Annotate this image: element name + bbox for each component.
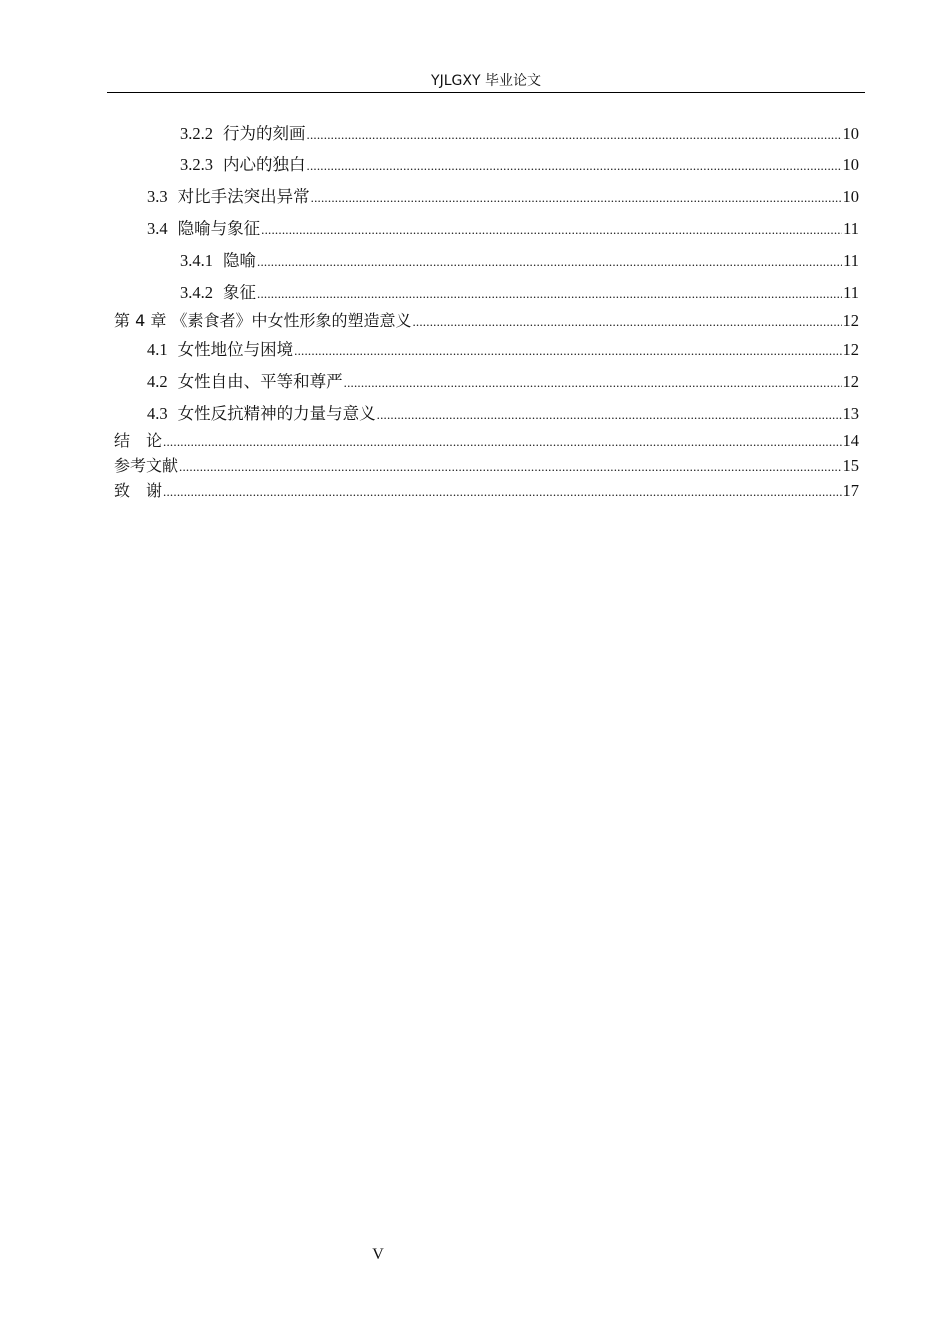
toc-entry-title: 隐喻 (223, 251, 256, 270)
toc-entry-3-4[interactable] (0, 215, 859, 239)
toc-entry-3-3[interactable] (0, 183, 859, 207)
toc-entry-title: 行为的刻画 (223, 124, 306, 143)
toc-entry-title: 致 谢 (114, 481, 163, 500)
page-header-title: YJLGXY 毕业论文 (431, 73, 541, 89)
header-rule (107, 92, 865, 93)
toc-entry-number: 3.4 (147, 219, 168, 238)
toc-entry-page: 17 (842, 481, 859, 500)
toc-entry-number: 3.2.2 (180, 124, 213, 143)
toc-leader-dots (257, 254, 842, 270)
toc-entry-title: 象征 (223, 283, 256, 302)
toc-leader-dots (412, 314, 841, 330)
toc-entry-4-3[interactable] (0, 400, 859, 424)
toc-entry-page: 11 (843, 219, 859, 238)
toc-entry-title: 女性自由、平等和尊严 (177, 372, 343, 391)
toc-entry-number: 3.2.3 (180, 155, 213, 174)
toc-leader-dots (257, 286, 842, 302)
toc-entry-3-2-3[interactable] (0, 151, 859, 175)
toc-entry-page: 12 (842, 340, 859, 359)
toc-entry-page: 11 (843, 251, 859, 270)
toc-leader-dots (163, 434, 841, 450)
toc-entry-title: 第 4 章 《素食者》中女性形象的塑造意义 (114, 311, 412, 330)
toc-entry-page: 13 (842, 404, 859, 423)
toc-leader-dots (311, 190, 842, 206)
toc-entry-3-4-1[interactable] (0, 247, 859, 271)
toc-leader-dots (307, 158, 842, 174)
toc-entry-page: 10 (842, 155, 859, 174)
toc-entry-page: 12 (842, 311, 859, 330)
toc-entry-title: 隐喻与象征 (177, 219, 261, 238)
toc-leader-dots (261, 222, 842, 238)
toc-entry-number: 4.3 (147, 404, 168, 423)
toc-entry-number: 4.1 (147, 340, 168, 359)
toc-entry-number: 4.2 (147, 372, 168, 391)
toc-leader-dots (179, 459, 841, 475)
toc-leader-dots (294, 343, 841, 359)
toc-entry-number: 3.3 (147, 187, 168, 206)
toc-entry-title: 内心的独白 (223, 155, 306, 174)
toc-entry-acknowledgements[interactable] (0, 478, 859, 501)
toc-entry-page: 12 (842, 372, 859, 391)
toc-entry-chapter-4[interactable] (0, 308, 859, 331)
toc-entry-3-2-2[interactable] (0, 120, 859, 144)
toc-entry-3-4-2[interactable] (0, 279, 859, 303)
toc-entry-title: 女性反抗精神的力量与意义 (177, 404, 376, 423)
toc-entry-title: 对比手法突出异常 (177, 187, 310, 206)
toc-entry-title: 女性地位与困境 (177, 340, 294, 359)
toc-entry-page: 10 (842, 187, 859, 206)
toc-entry-conclusion[interactable] (0, 428, 859, 451)
toc-entry-4-1[interactable] (0, 336, 859, 360)
toc-entry-page: 10 (842, 124, 859, 143)
toc-leader-dots (307, 127, 842, 143)
toc-leader-dots (344, 375, 842, 391)
toc-entry-number: 3.4.1 (180, 251, 213, 270)
page-number: V (372, 1246, 384, 1263)
toc-entry-page: 11 (843, 283, 859, 302)
toc-entry-number: 3.4.2 (180, 283, 213, 302)
toc-entry-4-2[interactable] (0, 368, 859, 392)
toc-leader-dots (377, 407, 842, 423)
toc-leader-dots (163, 484, 841, 500)
toc-entry-title: 参考文献 (114, 456, 179, 475)
toc-entry-page: 14 (842, 431, 859, 450)
toc-entry-page: 15 (842, 456, 859, 475)
toc-entry-title: 结 论 (114, 431, 163, 450)
toc-entry-references[interactable] (0, 453, 859, 476)
